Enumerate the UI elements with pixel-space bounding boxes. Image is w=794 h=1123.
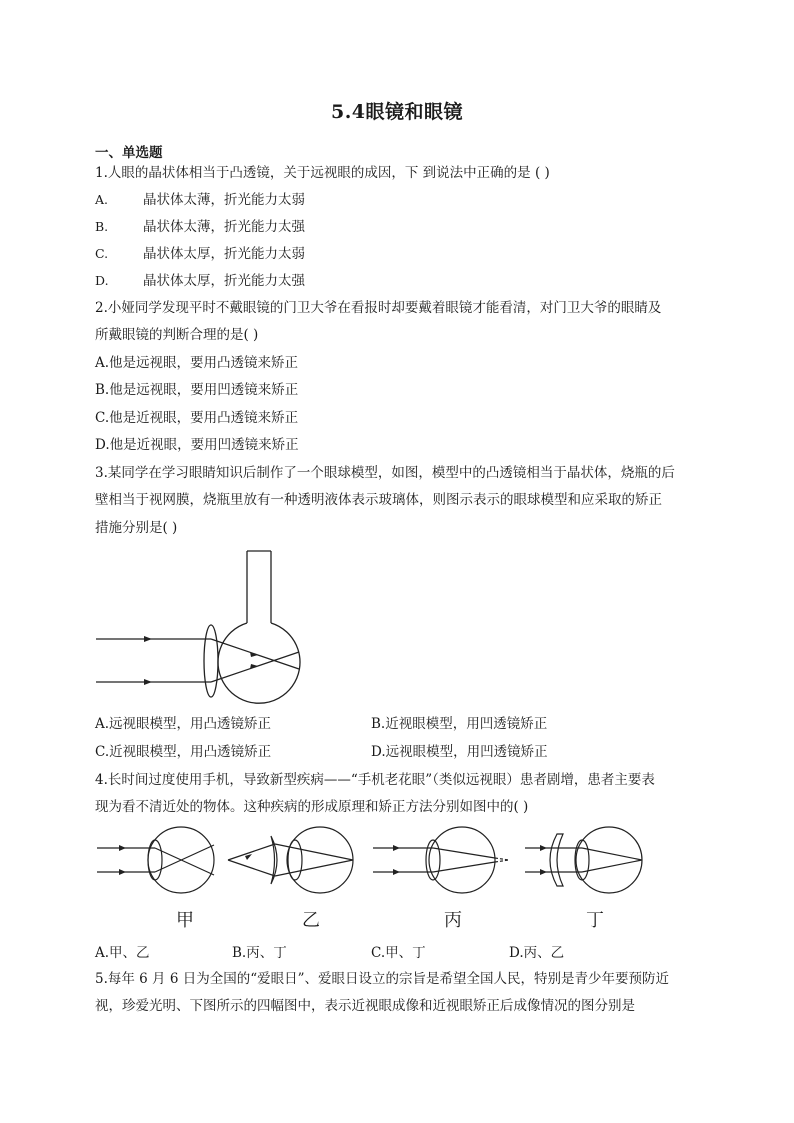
ray <box>582 860 642 872</box>
arrow-head <box>144 679 152 685</box>
q4-option-b: B.丙、丁 <box>232 945 287 961</box>
q1-option-c-letter: C. <box>95 246 109 261</box>
arrow-head <box>393 845 400 851</box>
q3-option-a: A.远视眼模型，用凸透镜矫正 <box>95 716 272 732</box>
q3-option-d: D.远视眼模型，用凹透镜矫正 <box>371 744 548 760</box>
arrow-head <box>119 845 126 851</box>
eye-diagram-ding <box>525 827 642 893</box>
ray <box>433 848 495 858</box>
q1-option-c-text: 晶状体太厚，折光能力太弱 <box>143 246 305 262</box>
eye-lens <box>148 840 162 880</box>
figure-label-ding: 丁 <box>586 910 604 931</box>
q5-stem-line2: 视，珍爱光明、下图所示的四幅图中，表示近视眼成像和近视眼矫正后成像情况的图分别是 <box>95 998 635 1014</box>
corrective-concave-lens <box>550 834 563 886</box>
convex-lens <box>204 625 218 697</box>
eye-lens <box>426 840 440 880</box>
q2-option-c: C.他是近视眼，要用凸透镜来矫正 <box>95 410 299 426</box>
page-title: 5.4眼镜和眼镜 <box>330 101 464 123</box>
q1-stem: 1.人眼的晶状体相当于凸透镜，关于远视眼的成因，下 到说法中正确的是 ( ) <box>95 165 550 181</box>
q2-stem-line1: 2.小娅同学发现平时不戴眼镜的门卫大爷在看报时却要戴着眼镜才能看清，对门卫大爷的眼睛及 <box>95 300 662 316</box>
eye-lens <box>288 840 302 880</box>
ray-extension <box>495 860 509 862</box>
corrective-convex-lens <box>271 836 277 884</box>
eye-diagram-yi <box>228 827 353 893</box>
arrow-head <box>119 869 126 875</box>
ray <box>228 860 275 876</box>
q2-option-b: B.他是远视眼，要用凹透镜来矫正 <box>95 382 299 398</box>
figure-label-jia: 甲 <box>176 910 194 931</box>
figure-label-bing: 丙 <box>444 910 462 931</box>
q3-stem-line3: 措施分别是( ) <box>95 520 178 536</box>
figure-label-yi: 乙 <box>302 910 320 931</box>
arrow-head <box>245 854 252 860</box>
arrow-head <box>540 869 547 875</box>
arrow-head <box>144 636 152 642</box>
section-heading: 一、单选题 <box>95 145 163 161</box>
q3-option-c: C.近视眼模型，用凸透镜矫正 <box>95 744 272 760</box>
q3-option-b: B.近视眼模型，用凹透镜矫正 <box>371 716 548 732</box>
flask-bulb <box>218 623 300 703</box>
arrow-head <box>540 845 547 851</box>
q4-option-d: D.丙、乙 <box>509 945 565 961</box>
eyeball <box>576 827 642 893</box>
ray <box>228 844 275 860</box>
q4-option-c: C.甲、丁 <box>371 945 426 961</box>
q1-option-d-text: 晶状体太厚，折光能力太强 <box>143 273 305 289</box>
q1-option-d-letter: D. <box>95 273 109 288</box>
q4-option-a: A.甲、乙 <box>95 945 150 961</box>
arrow-head <box>393 869 400 875</box>
ray <box>155 848 214 875</box>
q3-eyeball-model-figure <box>90 545 320 710</box>
eye-diagram-jia <box>97 827 214 893</box>
q3-stem-line2: 壁相当于视网膜，烧瓶里放有一种透明液体表示玻璃体，则图示表示的眼球模型和应采取的矫正 <box>95 492 662 508</box>
ray <box>582 848 642 860</box>
eye-diagram-bing <box>373 827 509 893</box>
q1-option-a-text: 晶状体太薄，折光能力太弱 <box>143 192 305 208</box>
ray <box>433 862 495 872</box>
q1-option-b-letter: B. <box>95 219 109 234</box>
q2-option-a: A.他是远视眼，要用凸透镜来矫正 <box>95 355 299 371</box>
ray <box>155 845 214 872</box>
eyeball <box>429 827 495 893</box>
q3-stem-line1: 3.某同学在学习眼睛知识后制作了一个眼球模型，如图，模型中的凸透镜相当于晶状体，烧瓶的后 <box>95 465 675 481</box>
q4-eye-diagrams <box>95 820 665 895</box>
q1-option-a-letter: A. <box>95 192 109 207</box>
q4-stem-line2: 现为看不清近处的物体。这种疾病的形成原理和矫正方法分别如图中的( ) <box>95 799 529 815</box>
q5-stem-line1: 5.每年 6 月 6 日为全国的“爱眼日”、爱眼日设立的宗旨是希望全国人民，特别是青少年要预防近 <box>95 971 670 987</box>
eye-lens <box>575 840 589 880</box>
q1-option-b-text: 晶状体太薄，折光能力太强 <box>143 219 305 235</box>
q4-stem-line1: 4.长时间过度使用手机，导致新型疾病——“手机老花眼”（类似远视眼）患者剧增，患者主要表 <box>95 772 655 788</box>
q2-option-d: D.他是近视眼，要用凹透镜来矫正 <box>95 437 299 453</box>
eyeball <box>287 827 353 893</box>
q2-stem-line2: 所戴眼镜的判断合理的是( ) <box>95 327 259 343</box>
